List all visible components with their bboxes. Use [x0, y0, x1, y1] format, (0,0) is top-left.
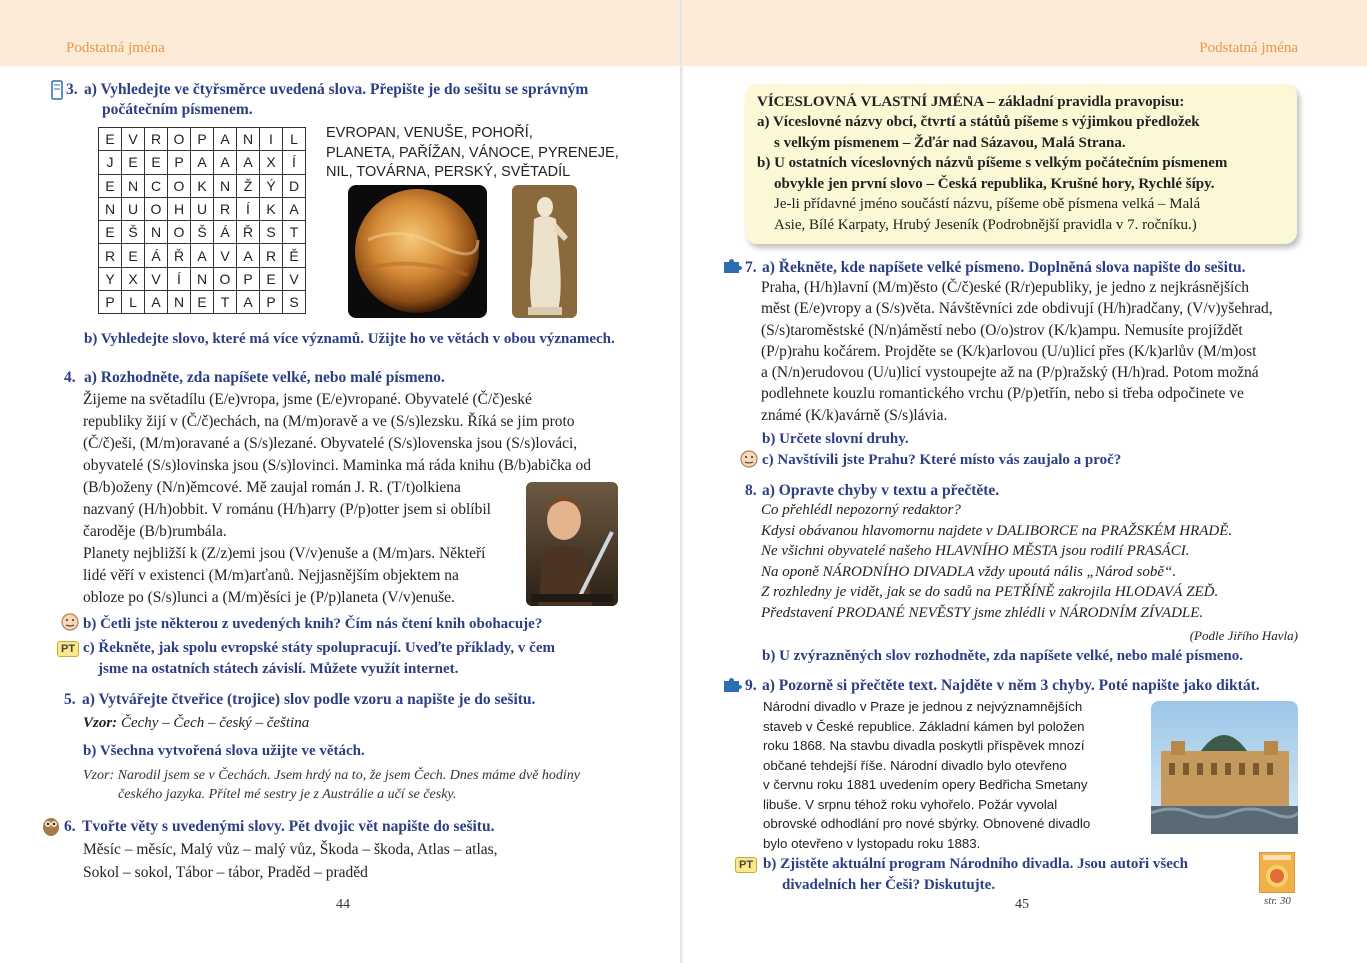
text-line: občané tehdejší říše. Národní divadlo bylo otevřeno: [763, 757, 1067, 773]
grid-cell: O: [168, 128, 191, 151]
grid-cell: O: [168, 174, 191, 197]
grid-cell: A: [283, 197, 306, 220]
grid-row: [99, 267, 306, 290]
task-8a: a) Opravte chyby v textu a přečtěte.: [762, 482, 1000, 499]
text-line: republiky žijí v (Č/č)echách, na (M/m)oravě a ve (S/s)lezsku. Říká se jim proto: [83, 413, 575, 430]
grid-row: [99, 221, 306, 244]
text-line: Z rozhledny je vidět, jak se do sadů na PETŘÍNĚ zakrojila HLODAVÁ ZEĎ.: [761, 584, 1219, 600]
grid-row: [99, 244, 306, 267]
grid-cell: A: [237, 291, 260, 314]
task-9-number: 9.: [745, 677, 757, 694]
text-line: Žijeme na světadílu (E/e)vropa, jsme (E/e)vropané. Obyvatelé (Č/č)eské: [83, 391, 532, 408]
grid-cell: L: [283, 128, 306, 151]
task-8-number: 8.: [745, 482, 757, 499]
grid-cell: E: [191, 291, 214, 314]
task-5-number: 5.: [64, 691, 76, 708]
task-4-number: 4.: [64, 369, 76, 386]
grid-cell: H: [168, 197, 191, 220]
grid-cell: R: [99, 244, 122, 267]
grid-cell: O: [145, 197, 168, 220]
task-8-source: (Podle Jiřího Havla): [1189, 628, 1298, 643]
task-5-example-line2: českého jazyka. Přítel mé sestry je z Austrálie a učí se česky.: [118, 787, 457, 802]
grid-cell: Á: [214, 221, 237, 244]
grid-cell: N: [168, 291, 191, 314]
grid-cell: R: [145, 128, 168, 151]
grid-row: [99, 197, 306, 220]
task-9b-line1: b) Zjistěte aktuální program Národního divadla. Jsou autoři všech: [763, 856, 1188, 872]
task-4-text-full: [83, 389, 617, 477]
task-7c: c) Navštívili jste Prahu? Které místo vás zaujalo a proč?: [762, 452, 1122, 468]
word-list-line: EVROPAN, VENUŠE, POHOŘÍ,: [326, 125, 533, 141]
grid-cell: E: [122, 151, 145, 174]
task-6-line1: Měsíc – měsíc, Malý vůz – malý vůz, Škoda – škoda, Atlas – atlas,: [83, 841, 498, 858]
venus-statue-image: [512, 185, 577, 318]
task-3-number: 3.: [66, 81, 78, 98]
task-9a: a) Pozorně si přečtěte text. Najděte v něm 3 chyby. Poté napište jako diktát.: [762, 677, 1260, 694]
pt-badge: [735, 856, 757, 873]
grid-cell: Š: [191, 221, 214, 244]
grid-cell: Ě: [283, 244, 306, 267]
rules-box: [745, 84, 1297, 244]
task-5b: b) Všechna vytvořená slova užijte ve větách.: [83, 743, 365, 759]
page-gutter: [680, 0, 683, 963]
grid-cell: N: [214, 174, 237, 197]
notebook-icon: [51, 80, 63, 100]
grid-cell: A: [214, 128, 237, 151]
text-line: (Č/č)eši, (M/m)oravané a (S/s)lezané. Obyvatelé (S/s)lovenska jsou (S/s)lováci,: [83, 435, 578, 452]
text-line: Představení PRODANÉ NEVĚSTY jsme zhlédli v NÁRODNÍM ZÍVADLE.: [761, 604, 1204, 621]
task-8-text: [761, 500, 1232, 623]
task-5-vzor: [83, 713, 309, 734]
rule-a-line2: s velkým písmenem – Žďár nad Sázavou, Malá Strana.: [774, 134, 1126, 151]
grid-cell: N: [122, 174, 145, 197]
running-head-right: Podstatná jména: [1199, 40, 1298, 56]
text-line: obrovské odhodlání pro nové sbýrky. Obnovené divadlo: [763, 816, 1091, 831]
text-line: známé (K/k)avárně (S/s)lávia.: [761, 406, 948, 424]
thinking-face-icon: [739, 449, 759, 469]
grid-cell: C: [145, 174, 168, 197]
text-line: a (N/n)erudovou (U/u)licí vystoupejte až na (P/p)ražský (H/h)rad. Potom možná: [761, 364, 1259, 382]
grid-cell: Í: [283, 151, 306, 174]
text-line: Kdysi obávanou hlavomornu najdete v DALIBORCE na PRAŽSKÉM HRADĚ.: [761, 522, 1233, 539]
task-8b: b) U zvýrazněných slov rozhodněte, zda napíšete velké, nebo malé písmeno.: [762, 648, 1243, 664]
task-4b: b) Četli jste některou z uvedených knih? Čím nás čtení knih obohacuje?: [83, 616, 543, 632]
book-page-ref: str. 30: [1264, 895, 1291, 907]
task-3b: b) Vyhledejte slovo, které má více významů. Užijte ho ve větách v obou významech.: [84, 331, 615, 347]
grid-cell: Y: [99, 267, 122, 290]
grid-cell: P: [168, 151, 191, 174]
puzzle-icon: [722, 677, 742, 693]
grid-cell: Á: [145, 244, 168, 267]
pt-badge-label: PT: [735, 857, 757, 873]
thinking-face-icon: [60, 612, 80, 632]
grid-cell: X: [122, 267, 145, 290]
text-line: měst (E/e)vropy a (S/s)věta. Návštěvníci zde obdivují (H/h)radčany, (V/v)yšehrad,: [761, 300, 1273, 318]
text-line: v červnu roku 1881 uvedením opery Bedřicha Smetany: [763, 777, 1088, 792]
national-theatre-photo: [1151, 701, 1298, 834]
grid-row: [99, 174, 306, 197]
grid-cell: A: [145, 291, 168, 314]
grid-cell: P: [260, 291, 283, 314]
book-cover-thumbnail: [1259, 852, 1295, 893]
task-3a-line1: a) Vyhledejte ve čtyřsměrce uvedená slova. Přepište je do sešitu se správným: [84, 81, 589, 98]
grid-cell: Ý: [260, 174, 283, 197]
task-6a: Tvořte věty s uvedenými slovy. Pět dvojic vět napište do sešitu.: [82, 818, 495, 835]
rules-title: VÍCESLOVNÁ VLASTNÍ JMÉNA – základní pravidla pravopisu:: [757, 94, 1185, 110]
text-line: podlehnete kouzlu romantického vrchu (P/p)etřín, nebo si třeba odpočinete ve: [761, 385, 1244, 403]
task-7-number: 7.: [745, 259, 757, 276]
grid-cell: Ř: [237, 221, 260, 244]
grid-cell: N: [99, 197, 122, 220]
grid-cell: S: [283, 291, 306, 314]
grid-cell: T: [214, 291, 237, 314]
word-list: [326, 124, 619, 183]
text-line: Praha, (H/h)lavní (M/m)ěsto (Č/č)eské (R/r)epubliky, je jedno z nejkrásnějších: [761, 279, 1249, 296]
text-line: Národní divadlo v Praze je jednou z nejvýznamnějších: [763, 699, 1083, 714]
grid-cell: A: [237, 244, 260, 267]
text-line: lidé věří v existenci (M/m)arťanů. Nejjasnějším objektem na: [83, 567, 459, 584]
grid-cell: V: [214, 244, 237, 267]
rule-b-line2: obvykle jen první slovo – Česká republika, Krušné hory, Rychlé šípy.: [774, 175, 1215, 192]
grid-cell: R: [260, 244, 283, 267]
grid-cell: A: [191, 151, 214, 174]
text-line: bylo otevřeno v lystopadu roku 1883.: [763, 835, 981, 851]
text-line: Ne všichni obyvatelé našeho HLAVNÍHO MĚSTA jsou rodilí PRASÁCI.: [761, 543, 1190, 559]
task-7b: b) Určete slovní druhy.: [762, 431, 909, 447]
grid-cell: N: [145, 221, 168, 244]
grid-cell: O: [214, 267, 237, 290]
grid-cell: N: [191, 267, 214, 290]
grid-cell: A: [237, 151, 260, 174]
grid-cell: E: [260, 267, 283, 290]
grid-cell: E: [99, 174, 122, 197]
text-line: Co přehlédl nepozorný redaktor?: [761, 502, 961, 518]
text-line: Na oponě NÁRODNÍHO DIVADLA vždy upoutá nális „Národ sobě“.: [761, 563, 1177, 580]
vzor-text: Čechy – Čech – český – čeština: [120, 715, 310, 731]
grid-cell: E: [99, 221, 122, 244]
text-line: nazvaný (H/h)obbit. V románu (H/h)arry (P/p)otter jsem si oblíbil: [83, 501, 491, 518]
grid-row: [99, 291, 306, 314]
grid-cell: I: [260, 128, 283, 151]
grid-cell: P: [191, 128, 214, 151]
grid-cell: Ř: [168, 244, 191, 267]
task-4a: a) Rozhodněte, zda napíšete velké, nebo malé písmeno.: [84, 369, 445, 386]
rule-b-line1: b) U ostatních víceslovných názvů píšeme s velkým počátečním písmenem: [757, 155, 1228, 171]
task-5-example-line1: Vzor: Narodil jsem se v Čechách. Jsem hrdý na to, že jsem Čech. Dnes máme dvě hodiny: [83, 768, 581, 783]
grid-cell: P: [99, 291, 122, 314]
owl-icon: [41, 815, 61, 837]
grid-cell: V: [145, 267, 168, 290]
grid-cell: U: [122, 197, 145, 220]
text-line: (S/s)taroměstské (N/n)áměstí nebo (O/o)strov (K/k)ampu. Nemusíte projíždět: [761, 321, 1243, 339]
rule-c-line2: Asie, Bílé Karpaty, Hrubý Jeseník (Podrobnější pravidla v 7. ročníku.): [774, 216, 1197, 233]
task-9-text: [763, 697, 1139, 853]
task-7-text: [761, 277, 1298, 426]
text-line: libuše. V srpnu téhož roku vyhořelo. Požár vyvolal: [763, 796, 1058, 812]
task-4-text-narrow: [83, 477, 511, 609]
text-line: (P/p)rahu kočárem. Projděte se (K/k)arlovou (U/u)licí přes (K/k)arlův (M/m)ost: [761, 342, 1257, 360]
task-6-line2: Sokol – sokol, Tábor – tábor, Praděd – praděd: [83, 864, 368, 881]
word-search-grid: [98, 127, 306, 314]
task-5a: a) Vytvářejte čtveřice (trojice) slov podle vzoru a napište je do sešitu.: [82, 691, 536, 708]
grid-cell: D: [283, 174, 306, 197]
hobbit-photo: [526, 482, 618, 606]
grid-cell: V: [122, 128, 145, 151]
pt-badge-label: PT: [57, 641, 79, 657]
text-line: staveb v České republice. Základní kámen byl položen: [763, 718, 1085, 734]
grid-cell: J: [99, 151, 122, 174]
text-line: roku 1868. Na stavbu divadla poskytli příspěvek mnozí: [763, 738, 1085, 753]
grid-cell: T: [283, 221, 306, 244]
page-number-left: 44: [336, 897, 350, 912]
grid-cell: Í: [237, 197, 260, 220]
grid-cell: N: [237, 128, 260, 151]
grid-row: [99, 151, 306, 174]
grid-cell: E: [122, 244, 145, 267]
text-line: Planety nejbližší k (Z/z)emi jsou (V/v)enuše a (M/m)ars. Někteří: [83, 545, 486, 562]
text-line: čaroděje (B/b)rumbála.: [83, 523, 227, 540]
grid-cell: P: [237, 267, 260, 290]
grid-cell: Š: [122, 221, 145, 244]
grid-row: [99, 128, 306, 151]
grid-cell: A: [214, 151, 237, 174]
grid-cell: R: [214, 197, 237, 220]
grid-cell: K: [260, 197, 283, 220]
task-7a: a) Řekněte, kde napíšete velké písmeno. Doplněná slova napište do sešitu.: [762, 259, 1246, 276]
rule-a-line1: a) Víceslovné názvy obcí, čtvrtí a státůů píšeme s výjimkou předložek: [757, 114, 1200, 130]
grid-cell: Í: [168, 267, 191, 290]
pt-badge: [57, 640, 79, 657]
page-number-right: 45: [1015, 897, 1029, 912]
running-head-left: Podstatná jména: [66, 40, 165, 56]
text-line: (B/b)oženy (N/n)ěmcové. Mě zaujal román J. R. (T/t)olkiena: [83, 479, 461, 496]
grid-cell: A: [191, 244, 214, 267]
vzor-label: Vzor:: [83, 715, 118, 731]
venus-planet-image: [348, 185, 487, 318]
grid-cell: E: [99, 128, 122, 151]
grid-cell: U: [191, 197, 214, 220]
task-9b-line2: divadelních her Češi? Diskutujte.: [782, 877, 996, 893]
grid-cell: K: [191, 174, 214, 197]
task-3a-line2: počátečním písmenem.: [102, 101, 253, 118]
rule-c-line1: Je-li přídavné jméno součástí názvu, píšeme obě písmena velká – Malá: [774, 196, 1201, 212]
text-line: obloze po (S/s)lunci a (M/m)ěsíci je (P/p)laneta (V/v)enuše.: [83, 589, 455, 606]
grid-cell: V: [283, 267, 306, 290]
word-list-line: PLANETA, PAŘÍŽAN, VÁNOCE, PYRENEJE,: [326, 144, 619, 161]
task-4c-line1: c) Řekněte, jak spolu evropské státy spolupracují. Uveďte příklady, v čem: [83, 640, 555, 656]
grid-cell: Ž: [237, 174, 260, 197]
grid-cell: X: [260, 151, 283, 174]
puzzle-icon: [722, 258, 742, 274]
task-6-number: 6.: [64, 818, 76, 835]
grid-cell: O: [168, 221, 191, 244]
text-line: obyvatelé (S/s)lovinska jsou (S/s)lovinci. Maminka má ráda knihu (B/b)abička od: [83, 457, 591, 474]
grid-cell: E: [145, 151, 168, 174]
word-list-line: NIL, TOVÁRNA, PERSKÝ, SVĚTADÍL: [326, 164, 571, 180]
grid-cell: S: [260, 221, 283, 244]
task-4c-line2: jsme na ostatních státech závislí. Můžete využít internet.: [98, 661, 459, 677]
grid-cell: L: [122, 291, 145, 314]
